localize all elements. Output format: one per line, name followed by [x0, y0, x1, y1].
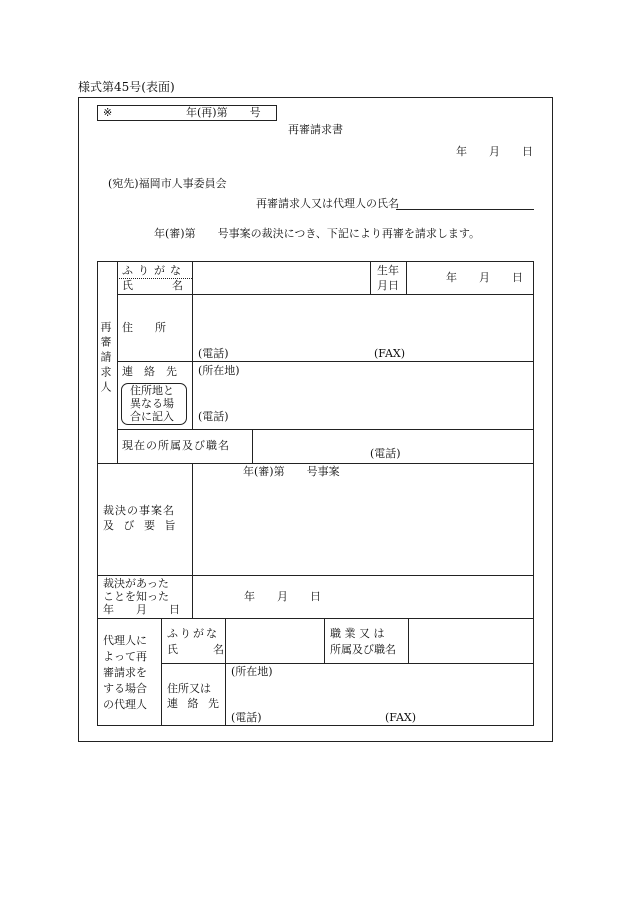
- agent-name-field[interactable]: [226, 619, 323, 662]
- agent-label-3: 審請求を: [103, 666, 147, 679]
- line: [370, 261, 371, 294]
- position-label: 現在の所属及び職名: [122, 439, 230, 452]
- contact-tel-label: (電話): [198, 410, 229, 423]
- line: [97, 575, 534, 576]
- agent-furigana-label: ふりがな: [167, 627, 219, 640]
- requester-name-label: 再審請求人又は代理人の氏名: [256, 197, 399, 210]
- address-tel-label: (電話): [198, 347, 229, 360]
- line: [97, 463, 534, 464]
- decision-summary-field[interactable]: [193, 480, 533, 574]
- reference-mark: ※: [103, 106, 113, 119]
- submission-date: 年 月 日: [456, 145, 533, 158]
- contact-note-3: 合に記入: [130, 410, 174, 423]
- form-title: 再審請求書: [288, 123, 343, 136]
- line: [324, 618, 325, 663]
- agent-job-label-2: 所属及び職名: [330, 643, 396, 656]
- address-label: 住 所: [122, 321, 166, 334]
- known-label-2: ことを知った: [103, 590, 169, 603]
- decision-label-2: 及 び 要 旨: [103, 519, 179, 532]
- agent-label-4: する場合: [103, 682, 147, 695]
- requester-vertical-label: 再審請求人: [99, 321, 112, 396]
- position-field[interactable]: [253, 430, 533, 447]
- request-statement: 年(審)第 号事案の裁決につき、下記により再審を請求します。: [154, 227, 481, 240]
- name-label: 氏 名: [122, 279, 197, 292]
- agent-address-field[interactable]: [226, 680, 533, 708]
- decision-label-1: 裁決の事案名: [103, 504, 175, 517]
- known-label-1: 裁決があった: [103, 577, 169, 590]
- agent-tel-label: (電話): [231, 711, 262, 724]
- agent-label-2: よって再: [103, 650, 147, 663]
- agent-location-label: (所在地): [231, 665, 273, 678]
- agent-label-5: の代理人: [103, 698, 147, 711]
- line: [406, 261, 407, 294]
- birth-label-2: 月日: [377, 279, 399, 292]
- birth-date-field[interactable]: 年 月 日: [446, 271, 523, 284]
- decision-case-text: 年(審)第 号事案: [243, 465, 340, 478]
- known-date-field[interactable]: 年 月 日: [244, 590, 321, 603]
- furigana-label: ふりがな: [122, 264, 186, 277]
- contact-note-1: 住所地と: [130, 384, 174, 397]
- address-fax-label: (FAX): [374, 347, 406, 360]
- agent-name-label: 氏 名: [167, 643, 236, 656]
- agent-job-label-1: 職 業 又 は: [330, 627, 385, 640]
- agent-label-1: 代理人に: [103, 634, 147, 647]
- position-tel-label: (電話): [370, 447, 401, 460]
- name-field[interactable]: [193, 262, 369, 293]
- line: [161, 618, 162, 726]
- agent-job-field[interactable]: [409, 619, 533, 662]
- contact-field[interactable]: [193, 378, 533, 408]
- line: [161, 663, 534, 664]
- agent-address-label-1: 住所又は: [167, 682, 211, 695]
- agent-fax-label: (FAX): [385, 711, 417, 724]
- addressee: (宛先)福岡市人事委員会: [108, 177, 227, 190]
- agent-address-label-2: 連 絡 先: [167, 697, 222, 710]
- requester-name-signature-line[interactable]: [396, 209, 534, 210]
- known-label-3: 年 月 日: [103, 603, 180, 616]
- line: [117, 361, 534, 362]
- birth-label-1: 生年: [377, 264, 399, 277]
- contact-note-2: 異なる場: [130, 397, 174, 410]
- contact-label: 連 絡 先: [122, 365, 177, 378]
- address-field[interactable]: [193, 295, 533, 345]
- line: [117, 261, 118, 463]
- contact-location-label: (所在地): [198, 364, 240, 377]
- reference-text: 年(再)第 号: [186, 106, 261, 119]
- form-number: 様式第45号(表面): [78, 80, 175, 94]
